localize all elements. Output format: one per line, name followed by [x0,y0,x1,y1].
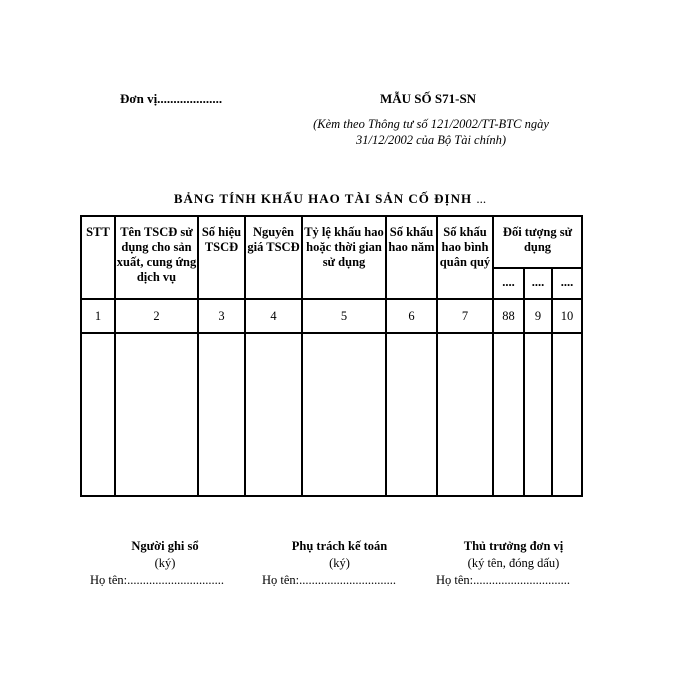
signature-instruction: (ký) [329,556,350,570]
blank-cell[interactable] [198,333,245,496]
signature-instruction: (ký tên, đóng dấu) [467,556,560,570]
signature-role: Thủ trưởng đơn vị [463,539,564,553]
blank-cell[interactable] [115,333,198,496]
column-number-row [81,299,582,333]
col-number-6: 6 [386,299,437,333]
signature-role: Người ghi sổ [131,539,199,553]
depreciation-table [80,215,583,497]
blank-cell[interactable] [245,333,302,496]
header-usage-sub-3: .... [552,268,582,299]
col-number-9: 9 [524,299,552,333]
signature-name-line: Họ tên:............................... [436,573,571,587]
signature-instruction: (ký) [154,556,176,570]
title-suffix: ... [476,191,487,206]
blank-cell[interactable] [552,333,582,496]
blank-cell[interactable] [386,333,437,496]
signature-bookkeeper [90,538,240,589]
blank-cell[interactable] [493,333,524,496]
header-original-cost: Nguyên giá TSCĐ [245,216,302,299]
signature-name-line: Họ tên:............................... [90,573,225,587]
blank-cell[interactable] [437,333,493,496]
signature-chief-accountant [262,538,417,589]
col-number-5: 5 [302,299,386,333]
header-usage-sub-2: .... [524,268,552,299]
col-number-1: 1 [81,299,115,333]
blank-cell[interactable] [302,333,386,496]
header-quarterly-depreciation: Số khấu hao bình quân quý [437,216,493,299]
unit-label: Đơn vị.................... [120,91,223,106]
col-number-7: 7 [437,299,493,333]
blank-data-row [81,333,582,496]
form-code: MẪU SỐ S71-SN [380,91,477,106]
col-number-8: 88 [493,299,524,333]
header-usage-sub-1: .... [493,268,524,299]
header-asset-code: Số hiệu TSCĐ [198,216,245,299]
blank-cell[interactable] [524,333,552,496]
header-asset-name: Tên TSCĐ sử dụng cho sản xuất, cung ứng dịch vụ [115,216,198,299]
header-annual-depreciation: Số khấu hao năm [386,216,437,299]
signature-role: Phụ trách kế toán [291,539,388,553]
col-number-2: 2 [115,299,198,333]
signature-head-of-unit [436,538,591,589]
title-text: BẢNG TÍNH KHẤU HAO TÀI SẢN CỐ ĐỊNH [173,191,473,206]
col-number-3: 3 [198,299,245,333]
header-depreciation-rate: Tỷ lệ khấu hao hoặc thời gian sử dụng [302,216,386,299]
header-usage-target: Đối tượng sử dụng [493,216,582,268]
header-stt: STT [81,216,115,299]
blank-cell[interactable] [81,333,115,496]
regulation-note: (Kèm theo Thông tư số 121/2002/TT-BTC ngày 31/12/2002 của Bộ Tài chính) [313,117,549,147]
document-title [80,191,580,207]
col-number-4: 4 [245,299,302,333]
col-number-10: 10 [552,299,582,333]
signature-name-line: Họ tên:............................... [262,573,397,587]
